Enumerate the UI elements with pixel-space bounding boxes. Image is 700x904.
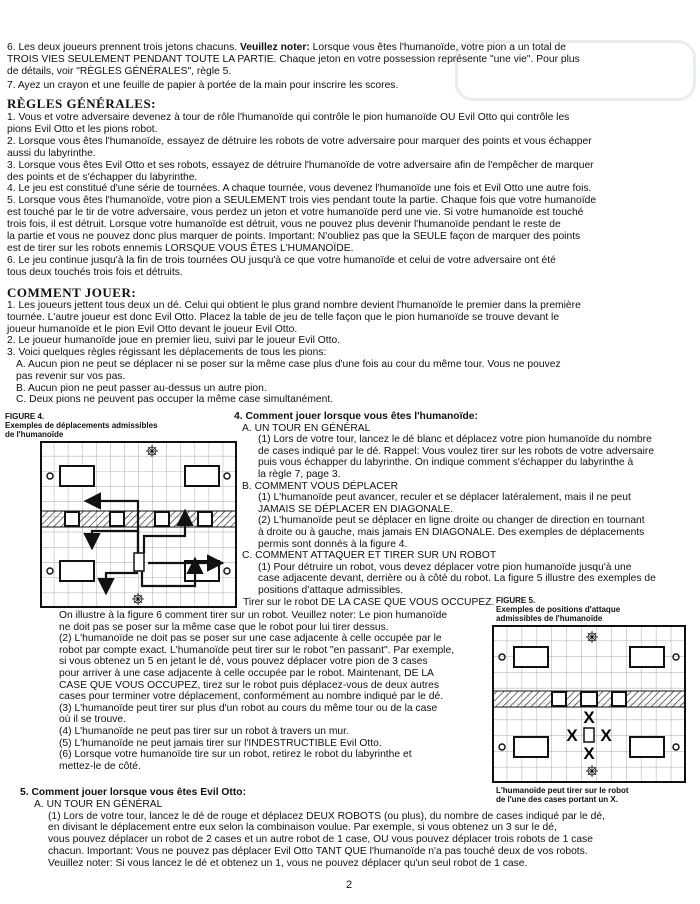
figure5-bottom-1: L'humanoïde peut tirer sur le robot — [496, 786, 629, 795]
s4c-lines-line: mettez-le de côté. — [59, 760, 141, 772]
s5-lines-line: 5. Comment jouer lorsque vous êtes Evil Otto: — [20, 787, 247, 798]
intro-item7: 7. Ayez un crayon et une feuille de papier à portée de la main pour inscrire les scores. — [7, 80, 399, 91]
s4c-lines-line: (3) L'humanoïde peut tirer sur plus d'un robot au cours du même tour ou de la case — [59, 702, 438, 714]
s4-lines-line: positions d'attaque admissibles. — [258, 585, 404, 596]
figure4-caption-3: de l'humanoïde — [5, 430, 64, 439]
figure5-caption-1: FIGURE 5. — [496, 596, 536, 605]
s4c-lines-line: où il se trouve. — [59, 714, 126, 726]
s4c-lines-line: (5) L'humanoïde ne peut jamais tirer sur l'INDESTRUCTIBLE Evil Otto. — [59, 737, 382, 749]
s4-lines-line: C. COMMENT ATTAQUER ET TIRER SUR UN ROBOT — [242, 550, 497, 562]
s4-lines-line: à droite ou à gauche, mais jamais EN DIAGONALE. Des exemples de déplacements — [258, 527, 645, 538]
s5-lines-line: Veuillez noter: Si vous lancez le dé et obtenez un 1, vous ne pouvez déplacer qu'un seul robot de 1 case. — [48, 857, 528, 869]
s4-lines-line: permis sont donnés à la figure 4. — [258, 538, 408, 550]
s4-lines-line: (1) Pour détruire un robot, vous devez déplacer votre pion humanoïde jusqu'à une — [258, 561, 632, 573]
figure5-caption-3: admissibles de l'humanoïde — [496, 614, 603, 623]
figure4-caption-1: FIGURE 4. — [5, 412, 45, 421]
regles-lines-line: la partie et vous ne pouvez donc plus marquer de points. Important: N'oubliez pas que la SEULE façon de marquer des points — [7, 231, 581, 242]
comment-lines-line: B. Aucun pion ne peut passer au-dessus un autre pion. — [16, 382, 267, 394]
regles-lines-line: tous deux touchés trois fois et détruits. — [7, 266, 183, 278]
page-number: 2 — [346, 879, 353, 891]
s4-lines-line: puis vous échapper du labyrinthe. On indique comment s'échapper du labyrinthe à — [258, 457, 634, 469]
s4c-lines-line: cases pour terminer votre déplacement, conformément au nombre indiqué par le dé. — [59, 691, 444, 703]
s4c-lines-line: On illustre à la figure 6 comment tirer sur un robot. Veuillez noter: Le pion humanoïde — [59, 610, 448, 621]
regles-lines-line: 6. Le jeu continue jusqu'à la fin de trois tournées OU jusqu'à ce que votre humanoïde et celui de votre adversaire ont été — [7, 254, 556, 266]
comment-heading: COMMENT JOUER: — [7, 285, 137, 300]
s4-lines-line: de cases indiqué par le dé. Rappel: Vous voulez tirer sur les robots de votre adversaire — [258, 445, 655, 457]
s4c-lines-line: ne doit pas se poser sur la même case que le robot pour lui tirer dessus. — [59, 621, 389, 633]
s4-lines-line: (1) Lors de votre tour, lancez le dé blanc et déplacez votre pion humanoïde du nombre — [258, 434, 652, 446]
comment-lines-line: joueur humanoïde et le pion Evil Otto devant le joueur Evil Otto. — [7, 323, 298, 335]
comment-lines-line: 3. Voici quelques règles régissant les déplacements de tous les pions: — [7, 347, 327, 359]
section4-tail: Tirer sur le robot DE LA CASE QUE VOUS OCCUPEZ. — [243, 597, 495, 608]
s4c-lines-line: (2) L'humanoïde ne doit pas se poser sur une case adjacente à celle occupée par le — [59, 633, 442, 645]
s4-lines-line: (1) L'humanoïde peut avancer, reculer et se déplacer latéralement, mais il ne peut — [258, 492, 631, 504]
s5-lines-line: A. UN TOUR EN GÉNÉRAL — [34, 798, 163, 810]
regles-lines-line: 1. Vous et votre adversaire devenez à tour de rôle l'humanoïde qui contrôle le pion humanoïde OU Evil Otto qui contrôle les — [7, 112, 570, 123]
regles-lines-line: est touché par le tir de votre adversaire, vous perdez un jeton et votre humanoïde perd une vie. Si votre humanoïde est touché — [7, 207, 584, 219]
s4-lines-line: 4. Comment jouer lorsque vous êtes l'humanoïde: — [234, 411, 478, 422]
figure5-x-bottom: X — [583, 744, 595, 763]
regles-heading: RÈGLES GÉNÉRALES: — [7, 96, 157, 111]
intro-item6-line3: de détails, voir "RÈGLES GÉNÉRALES", règle 5. — [7, 66, 232, 77]
figure5-caption-2: Exemples de positions d'attaque — [496, 605, 621, 614]
comment-lines-line: C. Deux pions ne peuvent pas occuper la même case simultanément. — [16, 394, 334, 406]
regles-lines-line: est de tirer sur les robots ennemis LORSQUE VOUS ÊTES L'HUMANOÏDE. — [7, 242, 354, 254]
comment-lines-line: pas revenir sur vos pas. — [16, 370, 126, 382]
intro-item6-line1: 6. Les deux joueurs prennent trois jetons chacuns. Veuillez noter: Lorsque vous êtes l'humanoïde, votre pion a un total de — [7, 42, 566, 53]
comment-lines-line: 1. Les joueurs jettent tous deux un dé. Celui qui obtient le plus grand nombre devient l'humanoïde le premier dans la première — [7, 300, 581, 311]
s4-lines-line: (2) L'humanoïde peut se déplacer en ligne droite ou changer de direction en tournant — [258, 515, 645, 527]
figure5-robot — [584, 728, 594, 742]
s4c-lines-line: pour arriver à une case adjacente à celle occupée par le robot. Maintenant, DE LA — [59, 668, 434, 679]
figure4-otto-top — [146, 445, 158, 457]
regles-lines-line: des points et de s'échapper du labyrinthe. — [7, 171, 198, 183]
figure5-x-right: X — [600, 726, 612, 745]
s4c-lines-line: robot par compte exact. L'humanoïde peut tirer sur le robot "en passant". Par exemple, — [59, 644, 455, 656]
s4c-lines-line: (4) L'humanoïde ne peut pas tirer sur un robot à travers un mur. — [59, 726, 349, 737]
figure4-otto-bottom — [132, 593, 144, 605]
intro-item6-line2: TROIS VIES SEULEMENT PENDANT TOUTE LA PARTIE. Chaque jeton en votre possession représente "une vie". Pour plus — [7, 54, 580, 65]
s4c-lines-line: (6) Lorsque votre humanoïde tire sur un robot, retirez le robot du labyrinthe et — [59, 749, 412, 761]
figure5-x-top: X — [583, 708, 595, 727]
s4-lines-line: case adjacente devant, derrière ou à côté du robot. La figure 5 illustre des exemples de — [258, 573, 656, 585]
s5-lines-line: (1) Lors de votre tour, lancez le dé de rouge et déplacez DEUX ROBOTS (ou plus), du nombre de cases indiqué par le dé, — [48, 810, 605, 822]
regles-lines-line: 3. Lorsque vous êtes Evil Otto et ses robots, essayez de détruire l'humanoïde de votre adversaire afin de l'empêcher de marquer — [7, 159, 594, 171]
s5-lines-line: vous pouvez déplacer un robot de 2 cases et un autre robot de 1 case, OU vous pouvez déplacer trois robots de 1 case — [48, 834, 593, 846]
regles-lines-line: trois fois, il est détruit. Lorsque votre humanoïde est détruit, vous ne pouvez plus devenir l'humanoïde pendant le reste de — [7, 219, 561, 231]
figure4-humanoid — [134, 553, 144, 571]
s5-lines-line: en divisant le déplacement entre eux selon la combinaison voulue. Par exemple, si vous obtenez un 3 sur le dé, — [48, 822, 557, 834]
comment-lines-line: A. Aucun pion ne peut se déplacer ni se poser sur la même case plus d'une fois au cour du même tour. Vous ne pouvez — [16, 359, 561, 370]
regles-lines-line: 5. Lorsque vous êtes l'humanoïde, votre pion a SEULEMENT trois vies pendant toute la partie. Chaque fois que votre humanoïde — [7, 195, 597, 207]
s4-lines-line: JAMAIS SE DÉPLACER EN DIAGONALE. — [258, 503, 454, 515]
regles-lines-line: 4. Le jeu est constitué d'une série de tournées. A chaque tournée, vous devenez l'humanoïde une fois et Evil Otto une autre fois. — [7, 183, 592, 195]
comment-lines-line: 2. Le joueur humanoïde joue en premier lieu, suivi par le joueur Evil Otto. — [7, 335, 341, 347]
regles-lines-line: pions Evil Otto et les pions robot. — [7, 123, 158, 135]
s4-lines-line: B. COMMENT VOUS DÉPLACER — [242, 480, 399, 492]
s5-lines-line: chacun. Important: Vous ne pouvez pas déplacer Evil Otto TANT QUE l'humanoïde n'a pas touché deux de vos robots. — [48, 846, 588, 857]
s4c-lines-line: si vous obtenez un 5 en jetant le dé, vous pouvez déplacer votre pion de 3 cases — [59, 656, 428, 668]
figure4-caption-2: Exemples de déplacements admissibles — [5, 421, 158, 430]
figure5-board — [492, 625, 686, 783]
figure5-bottom-2: de l'une des cases portant un X. — [496, 795, 618, 804]
s4-lines-line: la règle 7, page 3. — [258, 469, 341, 480]
figure4-board — [40, 441, 237, 608]
comment-lines-line: tournée. L'autre joueur est donc Evil Otto. Placez la table de jeu de telle façon que le pion humanoïde se trouve devant le — [7, 311, 560, 323]
regles-lines-line: 2. Lorsque vous êtes l'humanoïde, essayez de détruire les robots de votre adversaire pour marquer des points et vous échapper — [7, 135, 592, 147]
s4c-lines-line: CASE QUE VOUS OCCUPEZ, tirez sur le robot puis déplacez-vous de deux autres — [59, 679, 439, 691]
regles-lines-line: aussi du labyrinthe. — [7, 147, 96, 159]
figure5-x-left: X — [566, 726, 578, 745]
s4-lines-line: A. UN TOUR EN GÉNÉRAL — [242, 422, 371, 434]
